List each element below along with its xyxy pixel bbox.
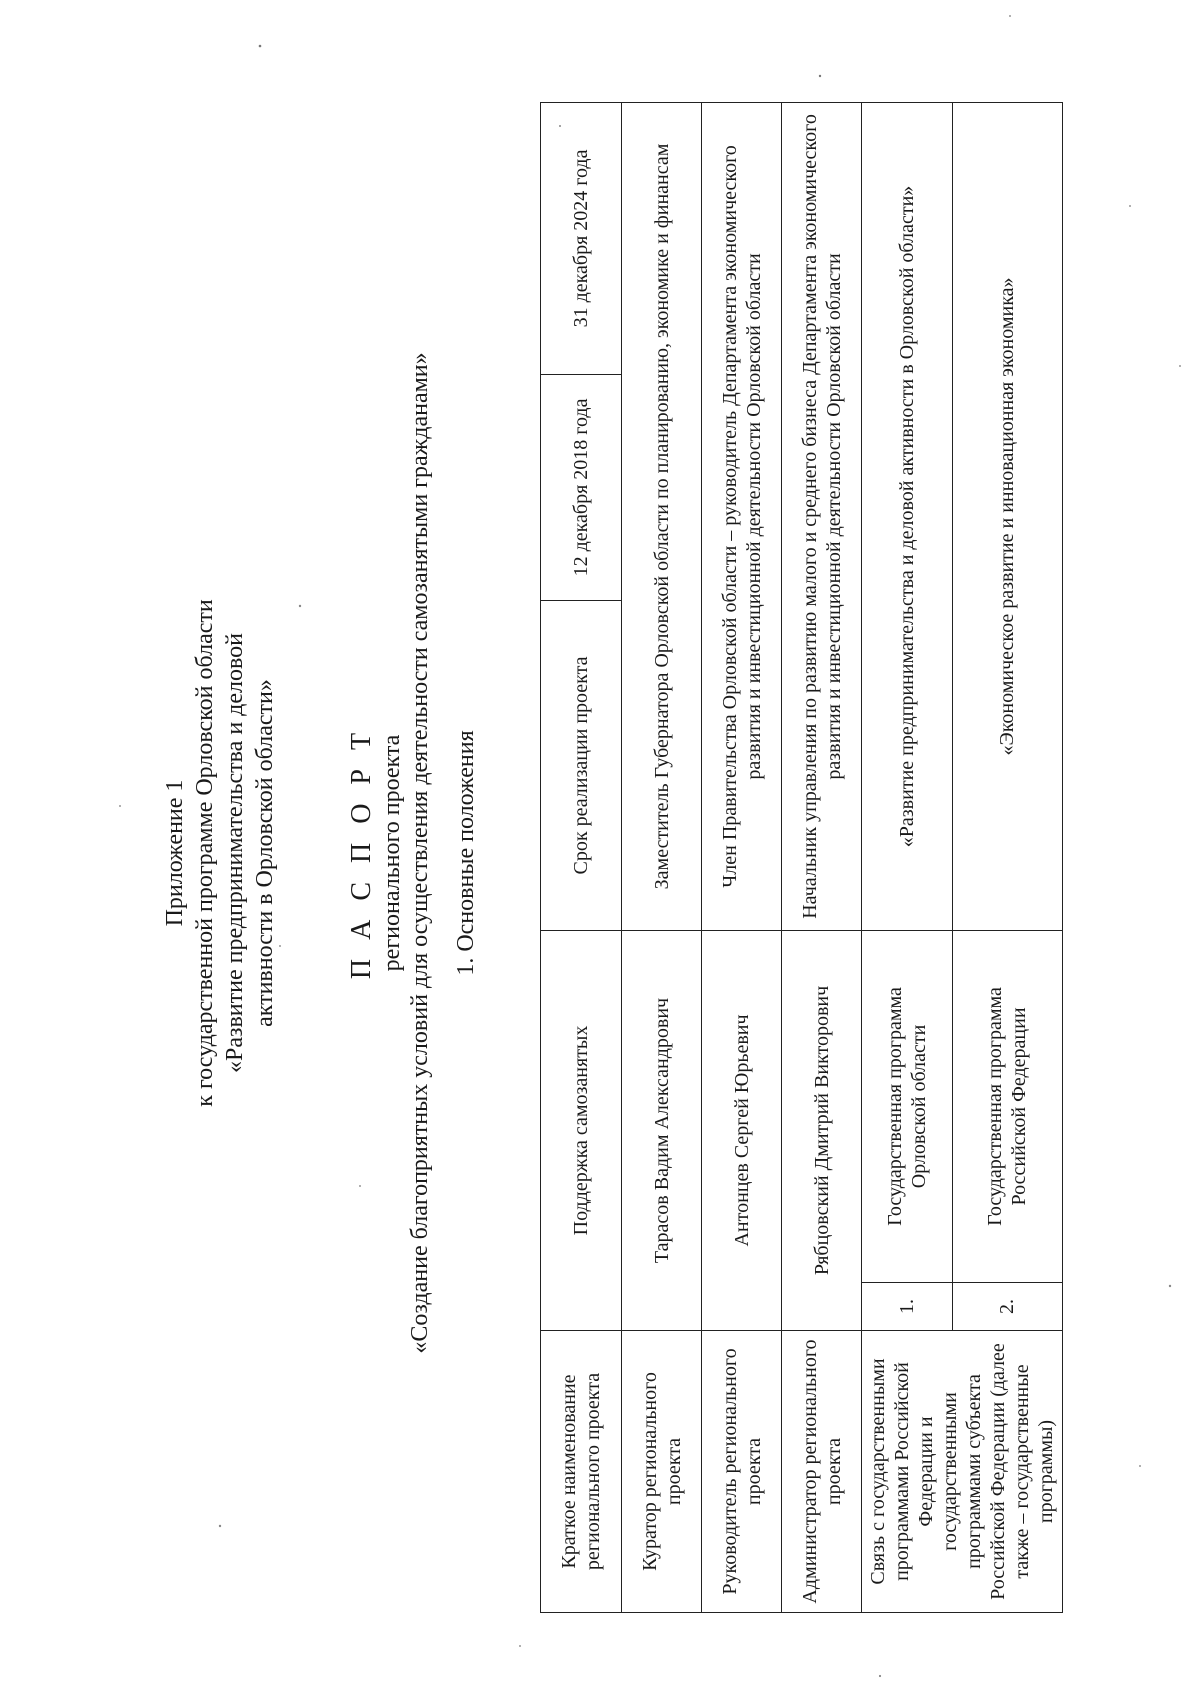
appendix-line-1: Приложение 1 bbox=[162, 779, 188, 927]
program-type: Государственная программа Российской Федерации bbox=[952, 930, 1062, 1282]
appendix-line-2: к государственной программе Орловской области bbox=[192, 599, 218, 1107]
short-name-label: Краткое наименование регионального проекта bbox=[541, 1331, 622, 1613]
row-position: Начальник управления по развитию малого и среднего бизнеса Департамента экономического развития и инвестиционной деятельности Орловской области bbox=[782, 102, 862, 930]
term-dates-cell bbox=[541, 102, 622, 600]
section-title: 1. Основные положения bbox=[453, 730, 479, 976]
row-person: Рябцовский Дмитрий Викторович bbox=[782, 930, 862, 1330]
program-name: «Экономическое развитие и инновационная экономика» bbox=[952, 102, 1062, 930]
table-row-program bbox=[862, 102, 953, 1612]
row-person: Антонцев Сергей Юрьевич bbox=[702, 930, 782, 1330]
passport-title: П А С П О Р Т bbox=[346, 726, 377, 980]
table-row bbox=[702, 102, 782, 1612]
appendix-line-4: активности в Орловской области» bbox=[252, 679, 278, 1027]
passport-table bbox=[540, 102, 1063, 1613]
table-row bbox=[782, 102, 862, 1612]
programs-label: Связь с государственными программами Российской Федерации и государственными программами субъекта Российской Федерации (далее также – государственные программы) bbox=[862, 1331, 1063, 1613]
row-label: Администратор регионального проекта bbox=[782, 1331, 862, 1613]
project-name: «Создание благоприятных условий для осуществления деятельности самозанятыми гражданами» bbox=[407, 352, 433, 1354]
row-person: Тарасов Вадим Александрович bbox=[622, 930, 702, 1330]
table-row-short-name bbox=[541, 102, 622, 1612]
program-name: «Развитие предпринимательства и деловой активности в Орловской области» bbox=[862, 102, 953, 930]
row-position: Член Правительства Орловской области – руководитель Департамента экономического развития и инвестиционной деятельности Орловской области bbox=[702, 102, 782, 930]
table-row bbox=[622, 102, 702, 1612]
row-position: Заместитель Губернатора Орловской области по планированию, экономике и финансам bbox=[622, 102, 702, 930]
start-date: 12 декабря 2018 года bbox=[541, 374, 621, 600]
passport-subtitle: регионального проекта bbox=[379, 734, 405, 972]
end-date: 31 декабря 2024 года bbox=[570, 149, 592, 328]
row-label: Руководитель регионального проекта bbox=[702, 1331, 782, 1613]
program-number: 1. bbox=[862, 1283, 953, 1331]
appendix-line-3: «Развитие предпринимательства и деловой bbox=[222, 632, 248, 1074]
program-number: 2. bbox=[952, 1283, 1062, 1331]
row-label: Куратор регионального проекта bbox=[622, 1331, 702, 1613]
program-type: Государственная программа Орловской области bbox=[862, 930, 953, 1282]
short-name-value: Поддержка самозанятых bbox=[541, 930, 622, 1330]
appendix-header bbox=[160, 533, 280, 1173]
term-label: Срок реализации проекта bbox=[541, 600, 622, 930]
